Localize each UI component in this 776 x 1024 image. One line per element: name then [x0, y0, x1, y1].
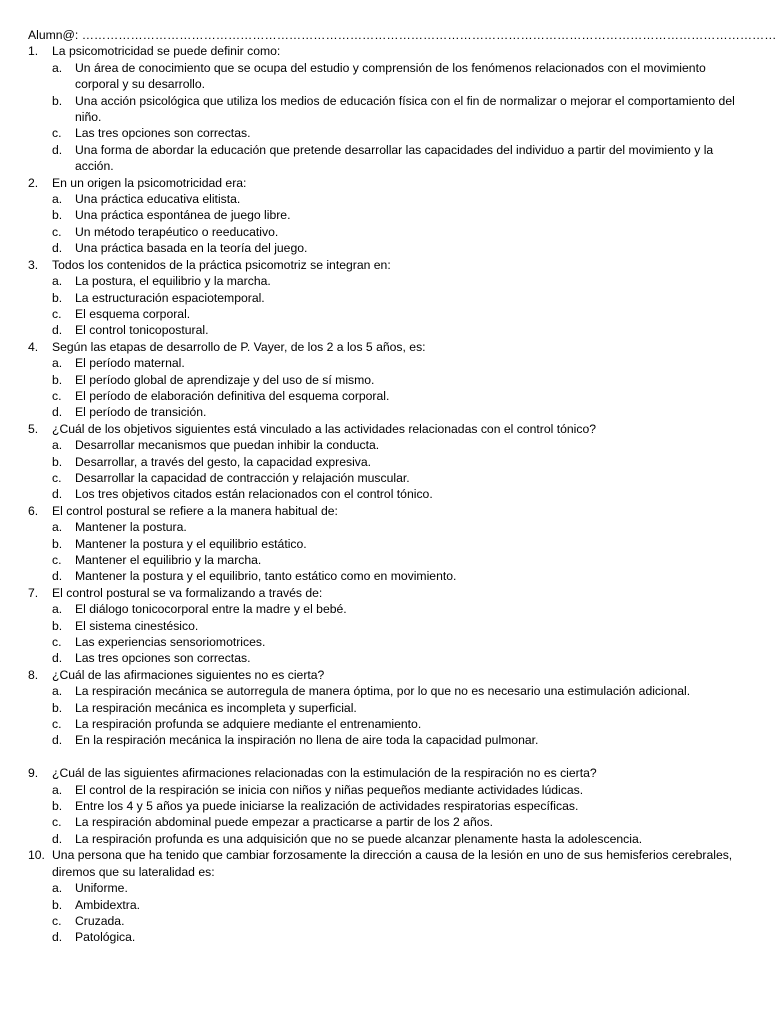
option-letter: b.	[52, 93, 63, 108]
option-text: La respiración mecánica se autorregula de manera óptima, por lo que no es necesario una estimulación adicional.	[75, 684, 691, 699]
question-text: Todos los contenidos de la práctica psicomotriz se integran en:	[52, 257, 391, 272]
answer-option	[28, 404, 742, 420]
question-number: 10.	[28, 848, 45, 863]
option-letter: a.	[52, 274, 63, 289]
answer-option	[28, 880, 742, 896]
option-letter: d.	[52, 831, 63, 846]
option-text: Mantener el equilibrio y la marcha.	[75, 553, 262, 567]
option-text: Una práctica basada en la teoría del juego.	[75, 241, 308, 256]
option-text: Las tres opciones son correctas.	[75, 651, 251, 666]
answer-option	[28, 240, 742, 256]
option-text: Una acción psicológica que utiliza los medios de educación física con el fin de normalizar o mejorar el comportamiento del niño.	[75, 93, 735, 125]
answer-option	[28, 618, 742, 634]
answer-options	[28, 191, 742, 257]
option-letter: b.	[52, 372, 63, 387]
answer-option	[28, 191, 742, 207]
option-letter: b.	[52, 897, 63, 912]
answer-option	[28, 814, 742, 830]
answer-option	[28, 683, 742, 699]
option-letter: c.	[52, 913, 62, 928]
option-text: La respiración mecánica es incompleta y superficial.	[75, 700, 357, 715]
question-number: 7.	[28, 585, 39, 600]
option-text: El período de transición.	[75, 405, 207, 420]
question-text: ¿Cuál de las afirmaciones siguientes no es cierta?	[52, 667, 325, 682]
option-letter: c.	[52, 553, 62, 567]
question-number: 8.	[28, 667, 39, 682]
option-text: El período maternal.	[75, 356, 185, 371]
option-letter: b.	[52, 290, 63, 305]
question-number: 6.	[28, 503, 39, 518]
option-text: La respiración abdominal puede empezar a practicarse a partir de los 2 años.	[75, 815, 493, 830]
option-text: Las experiencias sensoriomotrices.	[75, 635, 266, 650]
option-letter: b.	[52, 536, 63, 551]
answer-options	[28, 601, 742, 667]
option-letter: b.	[52, 700, 63, 715]
option-text: Desarrollar la capacidad de contracción y relajación muscular.	[75, 470, 410, 485]
option-text: Ambidextra.	[75, 897, 141, 912]
option-text: Mantener la postura.	[75, 520, 187, 535]
answer-option	[28, 355, 742, 371]
answer-options	[28, 782, 742, 848]
question-text: En un origen la psicomotricidad era:	[52, 175, 247, 190]
option-letter: c.	[52, 126, 62, 141]
answer-option	[28, 437, 742, 453]
question-text: ¿Cuál de los objetivos siguientes está vinculado a las actividades relacionadas con el control tónico?	[52, 421, 597, 436]
answer-option	[28, 601, 742, 617]
option-letter: b.	[52, 208, 63, 223]
answer-option	[28, 290, 742, 306]
option-text: Las tres opciones son correctas.	[75, 126, 251, 141]
option-letter: a.	[52, 60, 63, 75]
question-5	[28, 421, 742, 437]
answer-option	[28, 388, 742, 404]
question-list	[28, 43, 742, 945]
option-text: Cruzada.	[75, 913, 125, 928]
option-letter: a.	[52, 602, 63, 617]
option-letter: c.	[52, 717, 62, 732]
option-text: El control tonicopostural.	[75, 323, 209, 338]
answer-options	[28, 683, 742, 749]
option-text: El esquema corporal.	[75, 306, 191, 321]
answer-option	[28, 798, 742, 814]
question-7	[28, 585, 742, 601]
question-6	[28, 503, 742, 519]
answer-option	[28, 536, 742, 552]
question-number: 4.	[28, 339, 39, 354]
answer-option	[28, 732, 742, 748]
answer-options	[28, 519, 742, 585]
option-text: El control de la respiración se inicia con niños y niñas pequeños mediante actividades lúdicas.	[75, 782, 584, 797]
question-10	[28, 847, 742, 880]
question-number: 3.	[28, 257, 39, 272]
option-text: Uniforme.	[75, 881, 128, 896]
question-text: El control postural se refiere a la manera habitual de:	[52, 503, 338, 518]
option-letter: a.	[52, 881, 63, 896]
option-letter: c.	[52, 470, 62, 485]
option-letter: a.	[52, 520, 63, 535]
answer-options	[28, 437, 742, 503]
answer-option	[28, 700, 742, 716]
option-letter: b.	[52, 618, 63, 633]
option-text: Patológica.	[75, 930, 136, 945]
question-number: 5.	[28, 421, 39, 436]
question-text: El control postural se va formalizando a través de:	[52, 585, 323, 600]
question-9	[28, 765, 742, 781]
option-text: La postura, el equilibrio y la marcha.	[75, 274, 271, 289]
option-letter: b.	[52, 454, 63, 469]
option-letter: c.	[52, 388, 62, 403]
answer-options	[28, 273, 742, 339]
option-text: El sistema cinestésico.	[75, 618, 199, 633]
option-text: Desarrollar mecanismos que puedan inhibir la conducta.	[75, 438, 380, 453]
answer-option	[28, 486, 742, 502]
option-text: En la respiración mecánica la inspiración no llena de aire toda la capacidad pulmonar.	[75, 733, 539, 748]
answer-option	[28, 273, 742, 289]
answer-option	[28, 897, 742, 913]
question-1	[28, 43, 742, 59]
answer-options	[28, 355, 742, 421]
option-text: La respiración profunda se adquiere mediante el entrenamiento.	[75, 717, 422, 732]
option-text: Entre los 4 y 5 años ya puede iniciarse la realización de actividades respiratorias específicas.	[75, 799, 579, 814]
option-text: Un área de conocimiento que se ocupa del estudio y comprensión de los fenómenos relacionados con el movimiento corporal y su desarrollo.	[75, 60, 706, 92]
question-number: 2.	[28, 175, 39, 190]
answer-option	[28, 60, 742, 93]
question-3	[28, 257, 742, 273]
option-text: Una práctica espontánea de juego libre.	[75, 208, 291, 223]
answer-option	[28, 831, 742, 847]
question-text: ¿Cuál de las siguientes afirmaciones relacionadas con la estimulación de la respiración no es cierta?	[52, 766, 597, 781]
option-text: Los tres objetivos citados están relacionados con el control tónico.	[75, 487, 433, 502]
answer-option	[28, 322, 742, 338]
option-letter: c.	[52, 635, 62, 650]
option-letter: d.	[52, 241, 63, 256]
option-letter: a.	[52, 192, 63, 207]
question-number: 1.	[28, 44, 39, 59]
option-letter: d.	[52, 930, 63, 945]
answer-option	[28, 519, 742, 535]
student-name-line: Alumn@: ………………………………………………………………………………………………………………………………………………………	[28, 28, 776, 42]
option-letter: c.	[52, 815, 62, 830]
option-letter: d.	[52, 651, 63, 666]
question-4	[28, 339, 742, 355]
option-text: El diálogo tonicocorporal entre la madre y el bebé.	[75, 602, 347, 617]
answer-option	[28, 782, 742, 798]
option-letter: d.	[52, 405, 63, 420]
answer-option	[28, 650, 742, 666]
option-letter: c.	[52, 224, 62, 239]
option-letter: c.	[52, 306, 62, 321]
option-letter: a.	[52, 684, 63, 699]
exam-page	[28, 27, 776, 946]
answer-option	[28, 306, 742, 322]
question-number: 9.	[28, 766, 39, 781]
option-text: Mantener la postura y el equilibrio estático.	[75, 536, 307, 551]
answer-option	[28, 929, 742, 945]
answer-option	[28, 125, 742, 141]
option-text: Una forma de abordar la educación que pretende desarrollar las capacidades del individuo a partir del movimiento y la acción.	[75, 142, 714, 174]
question-2	[28, 175, 742, 191]
option-text: El período de elaboración definitiva del esquema corporal.	[75, 388, 390, 403]
option-text: El período global de aprendizaje y del uso de sí mismo.	[75, 372, 375, 387]
answer-option	[28, 207, 742, 223]
question-text: La psicomotricidad se puede definir como:	[52, 44, 281, 59]
answer-option	[28, 470, 742, 486]
option-text: Un método terapéutico o reeducativo.	[75, 224, 279, 239]
question-text: Una persona que ha tenido que cambiar forzosamente la dirección a causa de la lesión en uno de sus hemisferios cerebrales, diremos que su lateralidad es:	[52, 848, 733, 879]
option-text: La estructuración espaciotemporal.	[75, 290, 265, 305]
answer-options	[28, 880, 742, 946]
option-letter: b.	[52, 799, 63, 814]
option-letter: a.	[52, 782, 63, 797]
answer-option	[28, 454, 742, 470]
option-letter: d.	[52, 142, 63, 157]
option-letter: d.	[52, 733, 63, 748]
answer-option	[28, 224, 742, 240]
option-letter: a.	[52, 356, 63, 371]
answer-option	[28, 142, 742, 175]
answer-option	[28, 634, 742, 650]
option-letter: a.	[52, 438, 63, 453]
option-text: Desarrollar, a través del gesto, la capacidad expresiva.	[75, 454, 372, 469]
option-text: La respiración profunda es una adquisición que no se puede alcanzar plenamente hasta la adolescencia.	[75, 831, 643, 846]
answer-option	[28, 372, 742, 388]
answer-options	[28, 60, 742, 175]
answer-option	[28, 568, 742, 584]
question-text: Según las etapas de desarrollo de P. Vayer, de los 2 a los 5 años, es:	[52, 339, 426, 354]
answer-option	[28, 93, 742, 126]
option-letter: d.	[52, 569, 63, 584]
answer-option	[28, 716, 742, 732]
answer-option	[28, 913, 742, 929]
blank-line	[28, 749, 742, 765]
option-text: Una práctica educativa elitista.	[75, 192, 241, 207]
question-8	[28, 667, 742, 683]
option-letter: d.	[52, 323, 63, 338]
option-letter: d.	[52, 487, 63, 502]
option-text: Mantener la postura y el equilibrio, tanto estático como en movimiento.	[75, 569, 457, 584]
answer-option	[28, 552, 742, 568]
